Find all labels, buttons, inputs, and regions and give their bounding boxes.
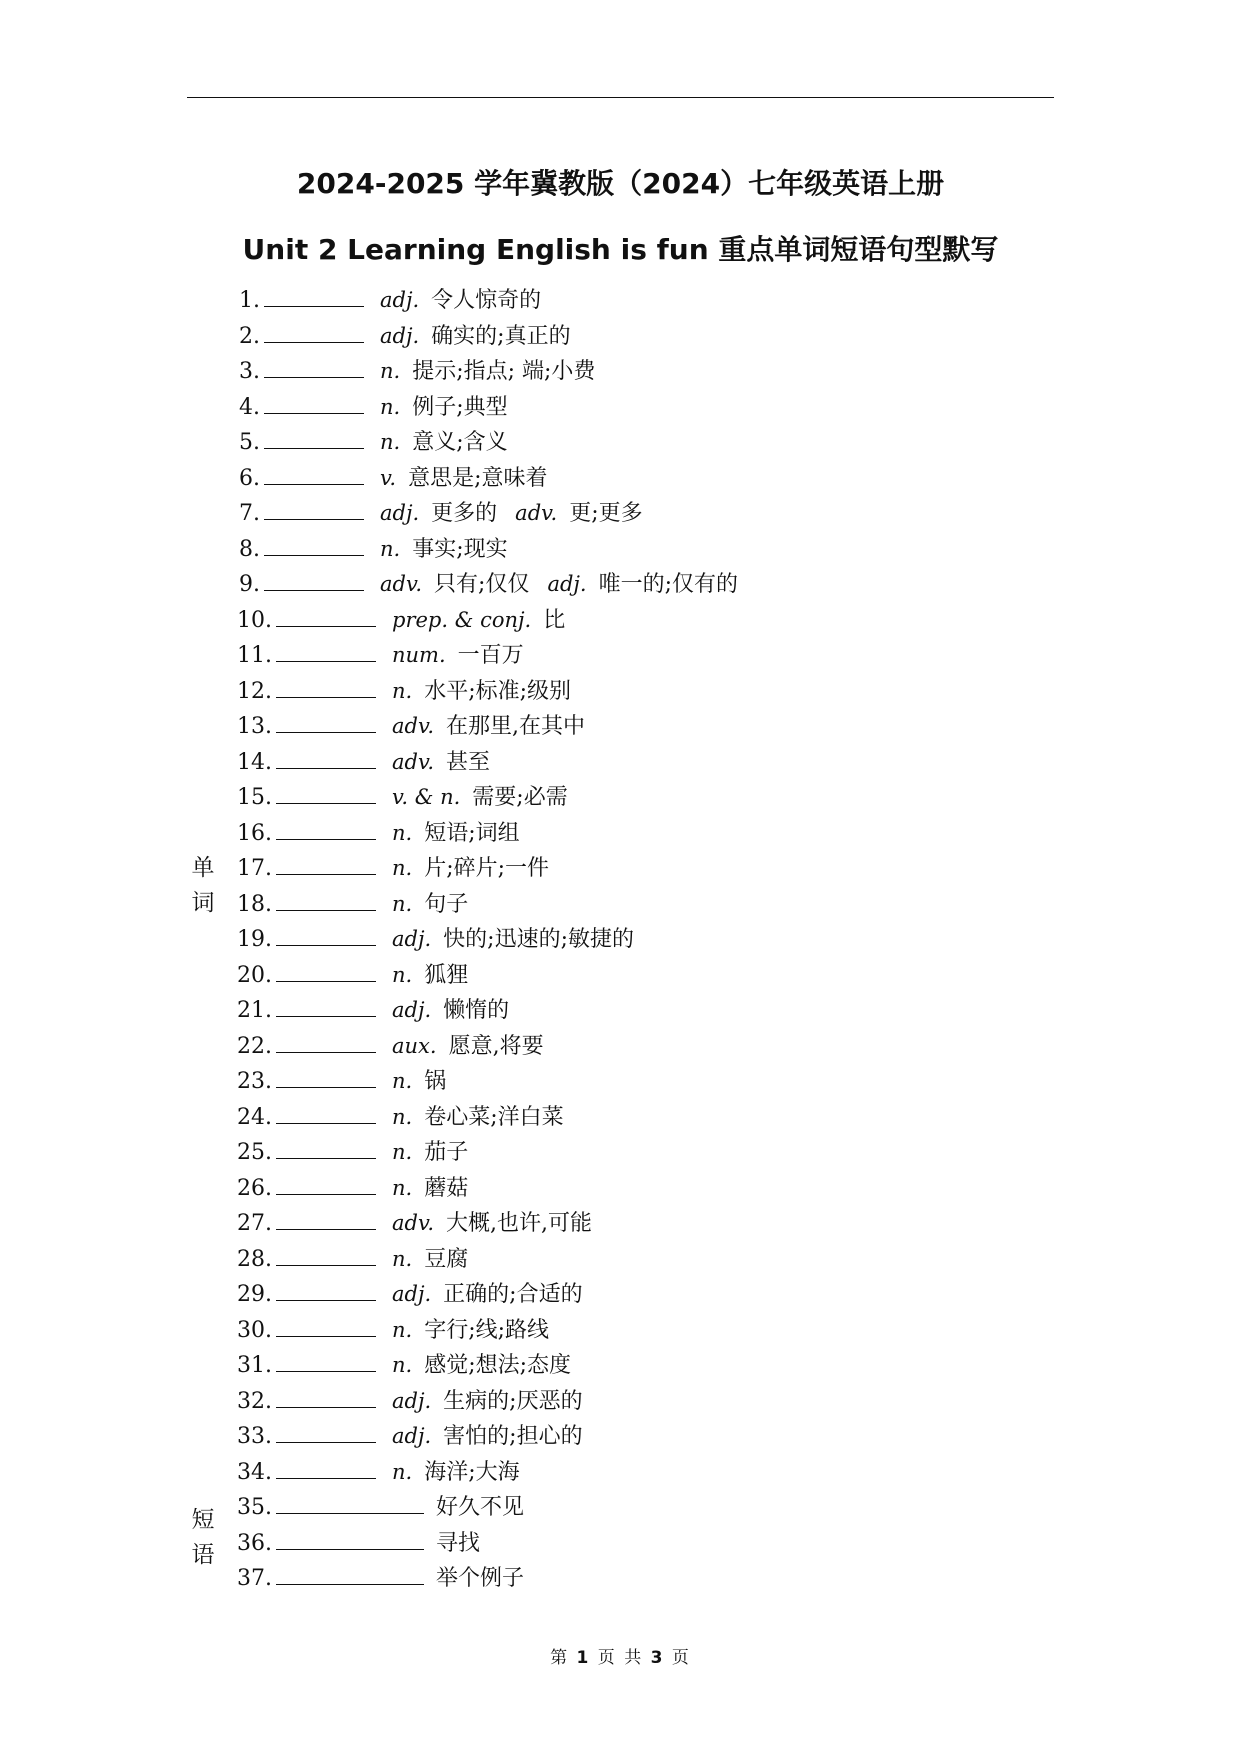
answer-blank[interactable] [264, 590, 364, 591]
answer-blank[interactable] [276, 803, 376, 804]
page-subtitle: Unit 2 Learning English is fun 重点单词短语句型默写 [242, 233, 999, 266]
answer-blank[interactable] [276, 732, 376, 733]
section-phrases-char-2: 语 [191, 1542, 215, 1568]
meaning: 海洋;大海 [424, 1459, 520, 1485]
answer-blank[interactable] [276, 1123, 376, 1124]
answer-blank[interactable] [276, 839, 376, 840]
item-number: 15. [237, 785, 272, 810]
meaning: 举个例子 [436, 1566, 525, 1591]
meaning: 豆腐 [424, 1246, 469, 1272]
page-title: 2024-2025 学年冀教版（2024）七年级英语上册 [296, 167, 945, 200]
item-number: 3. [239, 359, 260, 384]
part-of-speech: n. [392, 1459, 413, 1484]
list-item [200, 603, 1100, 639]
meaning: 更多的 [431, 501, 498, 526]
meaning: 事实;现实 [412, 536, 508, 562]
answer-blank[interactable] [264, 306, 364, 307]
meaning: 一百万 [457, 643, 524, 668]
part-of-speech: n. [392, 678, 413, 703]
list-item [200, 1029, 1100, 1065]
part-of-speech: adj. [380, 288, 420, 312]
meaning: 字行;线;路线 [424, 1317, 550, 1343]
meaning: 只有;仅仅 [434, 572, 530, 597]
footer-total-pages: 3 [650, 1648, 665, 1668]
meaning-2: 唯一的;仅有的 [598, 572, 739, 597]
part-of-speech: n. [392, 962, 413, 987]
answer-blank[interactable] [276, 1513, 424, 1514]
item-number: 37. [237, 1566, 272, 1591]
meaning: 甚至 [446, 749, 491, 775]
answer-blank[interactable] [276, 697, 376, 698]
meaning: 提示;指点; 端;小费 [412, 359, 596, 384]
list-item [200, 1171, 1100, 1207]
part-of-speech: adv. [392, 714, 435, 738]
meaning: 锅 [424, 1069, 447, 1094]
list-item [200, 745, 1100, 781]
item-number: 14. [237, 749, 272, 775]
answer-blank[interactable] [276, 1300, 376, 1301]
footer-page-number: 1 [576, 1648, 591, 1668]
list-item [200, 354, 1100, 390]
meaning: 茄子 [424, 1140, 469, 1165]
meaning: 懒惰的 [443, 998, 510, 1023]
answer-blank[interactable] [264, 342, 364, 343]
list-item [200, 780, 1100, 816]
list-item [200, 390, 1100, 426]
list-item [200, 851, 1100, 887]
part-of-speech: adj. [392, 1282, 432, 1306]
part-of-speech: v. [380, 465, 397, 490]
meaning: 好久不见 [436, 1495, 525, 1520]
answer-blank[interactable] [276, 1052, 376, 1053]
item-number: 23. [237, 1069, 272, 1094]
meaning: 狐狸 [424, 962, 469, 988]
answer-blank[interactable] [276, 1371, 376, 1372]
part-of-speech: adv. [392, 1211, 435, 1235]
meaning: 确实的;真正的 [431, 323, 571, 349]
item-number: 26. [237, 1175, 272, 1201]
section-words-char-1: 单 [191, 855, 215, 881]
part-of-speech: v. & n. [392, 785, 461, 809]
meaning: 短语;词组 [424, 820, 520, 846]
list-item [200, 674, 1100, 710]
answer-blank[interactable] [276, 1584, 424, 1585]
part-of-speech: adj. [392, 927, 432, 951]
item-number: 18. [237, 891, 272, 917]
answer-blank[interactable] [264, 555, 364, 556]
answer-blank[interactable] [276, 1016, 376, 1017]
answer-blank[interactable] [276, 1158, 376, 1159]
list-item [200, 1419, 1100, 1455]
list-item [200, 567, 1100, 603]
list-item [200, 993, 1100, 1029]
item-number: 11. [237, 643, 272, 668]
meaning: 卷心菜;洋白菜 [424, 1104, 564, 1130]
answer-blank[interactable] [276, 1407, 376, 1408]
meaning: 寻找 [436, 1530, 481, 1556]
item-number: 7. [239, 501, 260, 526]
page-footer [0, 1643, 1241, 1668]
answer-blank[interactable] [276, 1265, 376, 1266]
meaning: 愿意,将要 [448, 1033, 544, 1059]
part-of-speech: n. [392, 1175, 413, 1200]
answer-blank[interactable] [264, 377, 364, 378]
list-item [200, 1526, 1100, 1562]
list-item [200, 816, 1100, 852]
part-of-speech: adj. [380, 323, 420, 348]
answer-blank[interactable] [276, 1549, 424, 1550]
part-of-speech: num. [392, 643, 446, 667]
answer-blank[interactable] [264, 484, 364, 485]
part-of-speech: n. [392, 1140, 413, 1164]
item-number: 36. [237, 1530, 272, 1556]
item-number: 33. [237, 1424, 272, 1449]
item-number: 22. [237, 1033, 272, 1059]
vocabulary-list [200, 283, 1100, 1597]
list-item [200, 1242, 1100, 1278]
answer-blank[interactable] [264, 413, 364, 414]
part-of-speech: adv. [380, 572, 423, 596]
list-item [200, 496, 1100, 532]
item-number: 19. [237, 927, 272, 952]
section-words-char-2: 词 [191, 890, 215, 916]
item-number: 8. [239, 536, 260, 562]
item-number: 28. [237, 1246, 272, 1272]
item-number: 27. [237, 1211, 272, 1236]
meaning: 意义;含义 [412, 430, 508, 455]
meaning: 例子;典型 [412, 394, 508, 420]
list-item [200, 1561, 1100, 1597]
list-item [200, 709, 1100, 745]
answer-blank[interactable] [276, 626, 376, 627]
item-number: 16. [237, 820, 272, 846]
item-number: 13. [237, 714, 272, 739]
meaning-2: 更;更多 [569, 501, 643, 526]
meaning: 比 [543, 607, 566, 633]
list-item [200, 1135, 1100, 1171]
item-number: 4. [239, 394, 260, 420]
part-of-speech: n. [392, 1317, 413, 1342]
part-of-speech: adj. [392, 1424, 432, 1448]
answer-blank[interactable] [276, 1194, 376, 1195]
part-of-speech-2: adj. [547, 572, 587, 596]
meaning: 句子 [424, 891, 469, 917]
answer-blank[interactable] [264, 519, 364, 520]
list-item [200, 1277, 1100, 1313]
list-item [200, 638, 1100, 674]
item-number: 29. [237, 1282, 272, 1307]
footer-prefix: 第 [550, 1648, 570, 1668]
section-phrases-char-1: 短 [191, 1507, 215, 1533]
part-of-speech: n. [392, 820, 413, 845]
header-rule [187, 97, 1054, 98]
part-of-speech-2: adv. [515, 501, 558, 525]
answer-blank[interactable] [276, 981, 376, 982]
item-number: 17. [237, 856, 272, 881]
item-number: 25. [237, 1140, 272, 1165]
part-of-speech: n. [380, 394, 401, 419]
answer-blank[interactable] [276, 1229, 376, 1230]
answer-blank[interactable] [276, 910, 376, 911]
item-number: 30. [237, 1317, 272, 1343]
list-item [200, 1206, 1100, 1242]
list-item [200, 1384, 1100, 1420]
item-number: 31. [237, 1353, 272, 1378]
meaning: 正确的;合适的 [443, 1282, 583, 1307]
answer-blank[interactable] [276, 768, 376, 769]
list-item [200, 922, 1100, 958]
part-of-speech: prep. & conj. [392, 607, 532, 632]
item-number: 20. [237, 962, 272, 988]
part-of-speech: n. [392, 1353, 413, 1377]
answer-blank[interactable] [276, 1087, 376, 1088]
answer-blank[interactable] [276, 1336, 376, 1337]
part-of-speech: n. [392, 891, 413, 916]
part-of-speech: n. [392, 1246, 413, 1271]
meaning: 水平;标准;级别 [424, 678, 572, 704]
answer-blank[interactable] [276, 945, 376, 946]
list-item [200, 461, 1100, 497]
meaning: 令人惊奇的 [431, 288, 542, 313]
answer-blank[interactable] [276, 1478, 376, 1479]
item-number: 10. [237, 607, 272, 633]
list-item [200, 887, 1100, 923]
part-of-speech: adj. [380, 501, 420, 525]
list-item [200, 1455, 1100, 1491]
part-of-speech: adj. [392, 1388, 432, 1413]
list-item [200, 319, 1100, 355]
item-number: 2. [239, 323, 260, 349]
answer-blank[interactable] [276, 1442, 376, 1443]
item-number: 32. [237, 1388, 272, 1414]
list-item [200, 532, 1100, 568]
list-item [200, 1100, 1100, 1136]
list-item [200, 1348, 1100, 1384]
meaning: 生病的;厌恶的 [443, 1388, 583, 1414]
part-of-speech: adj. [392, 998, 432, 1022]
item-number: 9. [239, 572, 260, 597]
list-item [200, 1313, 1100, 1349]
part-of-speech: n. [392, 1069, 413, 1093]
item-number: 1. [239, 288, 260, 313]
item-number: 5. [239, 430, 260, 455]
part-of-speech: n. [380, 430, 401, 454]
list-item [200, 958, 1100, 994]
list-item [200, 425, 1100, 461]
item-number: 35. [237, 1495, 272, 1520]
meaning: 片;碎片;一件 [424, 856, 550, 881]
meaning: 在那里,在其中 [446, 714, 586, 739]
meaning: 意思是;意味着 [408, 465, 548, 491]
meaning: 蘑菇 [424, 1175, 469, 1201]
answer-blank[interactable] [276, 874, 376, 875]
meaning: 感觉;想法;态度 [424, 1353, 572, 1378]
list-item [200, 1490, 1100, 1526]
meaning: 大概,也许,可能 [446, 1211, 593, 1236]
answer-blank[interactable] [276, 661, 376, 662]
list-item [200, 1064, 1100, 1100]
footer-middle: 页 共 [597, 1648, 644, 1668]
meaning: 需要;必需 [472, 785, 568, 810]
item-number: 24. [237, 1104, 272, 1130]
meaning: 快的;迅速的;敏捷的 [443, 927, 634, 952]
footer-suffix: 页 [671, 1648, 691, 1668]
list-item [200, 283, 1100, 319]
part-of-speech: n. [392, 856, 413, 880]
item-number: 12. [237, 678, 272, 704]
part-of-speech: n. [380, 359, 401, 383]
part-of-speech: n. [380, 536, 401, 561]
meaning: 害怕的;担心的 [443, 1424, 583, 1449]
part-of-speech: adv. [392, 749, 435, 774]
item-number: 34. [237, 1459, 272, 1485]
answer-blank[interactable] [264, 448, 364, 449]
item-number: 21. [237, 998, 272, 1023]
part-of-speech: aux. [392, 1033, 437, 1058]
part-of-speech: n. [392, 1104, 413, 1129]
item-number: 6. [239, 465, 260, 491]
